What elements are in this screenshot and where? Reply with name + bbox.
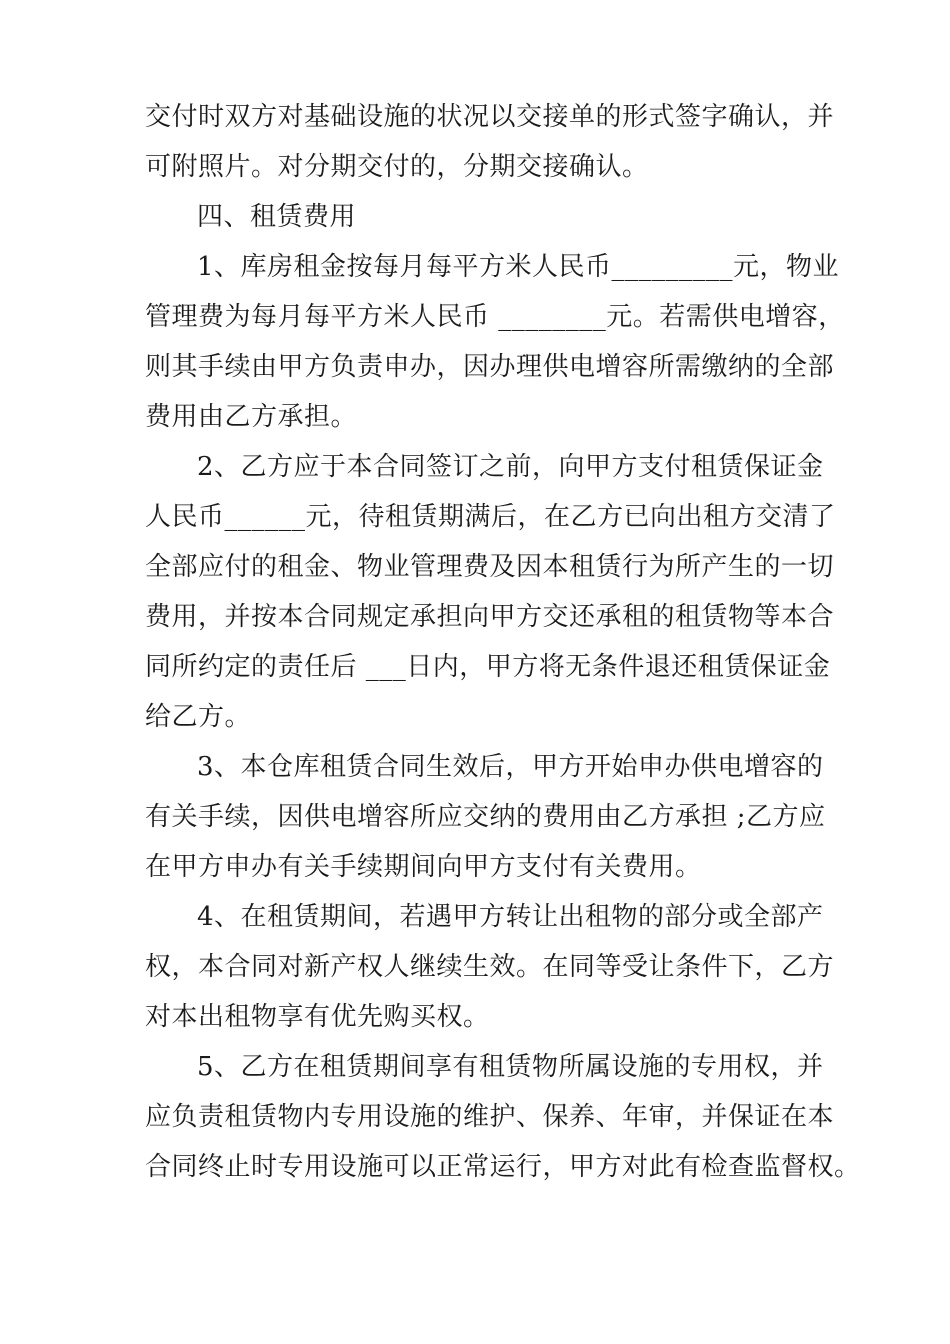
text-line: 给乙方。 — [145, 702, 252, 732]
paragraph-clause-3 — [145, 742, 835, 892]
text-line: 4、在租赁期间，若遇甲方转让出租物的部分或全部产 — [197, 902, 824, 932]
text-line: 则其手续由甲方负责申办，因办理供电增容所需缴纳的全部 — [145, 352, 835, 382]
text-line: 权，本合同对新产权人继续生效。在同等受让条件下，乙方 — [145, 952, 835, 982]
text-line: 人民币______元，待租赁期满后，在乙方已向出租方交清了 — [145, 502, 836, 532]
paragraph-clause-5 — [145, 1042, 861, 1192]
text-line: 费用，并按本合同规定承担向甲方交还承租的租赁物等本合 — [145, 602, 835, 632]
contract-text — [145, 92, 861, 1192]
text-line: 5、乙方在租赁期间享有租赁物所属设施的专用权，并 — [197, 1052, 824, 1082]
section-heading: 四、租赁费用 — [197, 202, 357, 232]
text-line: 管理费为每月每平方米人民币 ________元。若需供电增容， — [145, 302, 845, 332]
paragraph-clause-2 — [145, 442, 835, 742]
text-line: 全部应付的租金、物业管理费及因本租赁行为所产生的一切 — [145, 552, 835, 582]
text-line: 3、本仓库租赁合同生效后，甲方开始申办供电增容的 — [197, 752, 824, 782]
text-line: 2、乙方应于本合同签订之前，向甲方支付租赁保证金 — [197, 452, 824, 482]
text-line: 同所约定的责任后 ___日内，甲方将无条件退还租赁保证金 — [145, 652, 831, 682]
paragraph-clause-1 — [145, 242, 845, 442]
paragraph-handover — [145, 92, 835, 192]
text-line: 1、库房租金按每月每平方米人民币_________元，物业 — [197, 252, 840, 282]
text-line: 费用由乙方承担。 — [145, 402, 358, 432]
text-line: 在甲方申办有关手续期间向甲方支付有关费用。 — [145, 852, 702, 882]
text-line: 对本出租物享有优先购买权。 — [145, 1002, 490, 1032]
text-line: 可附照片。对分期交付的，分期交接确认。 — [145, 152, 649, 182]
text-line: 合同终止时专用设施可以正常运行，甲方对此有检查监督权。 — [145, 1152, 861, 1182]
section-heading-rental-fees — [145, 192, 835, 242]
text-line: 有关手续，因供电增容所应交纳的费用由乙方承担 ;乙方应 — [145, 802, 826, 832]
paragraph-clause-4 — [145, 892, 835, 1042]
text-line: 应负责租赁物内专用设施的维护、保养、年审，并保证在本 — [145, 1102, 835, 1132]
text-line: 交付时双方对基础设施的状况以交接单的形式签字确认，并 — [145, 102, 835, 132]
